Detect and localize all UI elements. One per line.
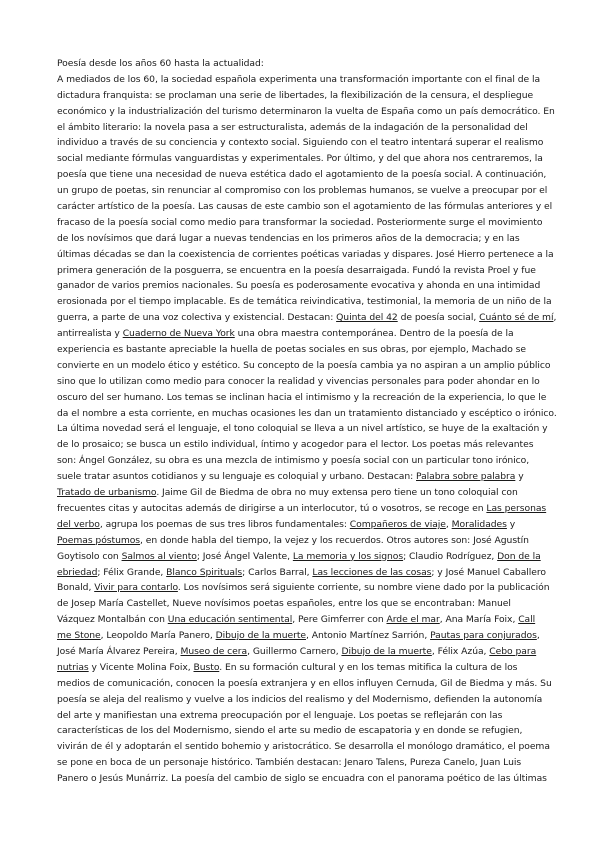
text-segment: . Los novísimos será siguiente corriente, su nombre viene dado por la publicación — [177, 582, 550, 594]
text-segment: medios de comunicación, conocen la poesía extranjera y en ellos influyen Cernuda, Gil de Biedma y más. Su — [57, 677, 552, 689]
text-line — [57, 151, 545, 167]
text-segment: José María Álvarez Pereira, — [57, 645, 181, 657]
text-segment: fracaso de la poesía social como medio para transformar la sociedad. Posteriormente surge el movimiento — [57, 216, 543, 228]
text-segment: vivirán de él y adoptarán el sentido bohemio y aristocrático. Se desarrolla el monólogo dramático, el poema — [57, 741, 550, 753]
underlined-title: Don de la — [497, 550, 541, 562]
text-line — [57, 644, 545, 660]
text-line — [57, 580, 550, 596]
text-line — [57, 549, 545, 565]
underlined-title: nutrias — [57, 661, 89, 673]
text-line — [57, 88, 545, 104]
text-line — [57, 167, 545, 183]
text-segment: sino que lo utilizan como medio para conocer la realidad y vivencias personales para poder ahondar en lo — [57, 375, 540, 387]
text-line — [57, 310, 557, 326]
underlined-title: Museo de cera — [180, 645, 248, 657]
text-segment: económico y la industrialización del turismo determinaron la vuelta de España como un país democrático. En — [57, 105, 555, 117]
text-segment: erosionada por el tiempo implacable. Es de temática reivindicativa, testimonial, la memoria de un niño de la — [57, 296, 552, 308]
text-line — [57, 231, 545, 247]
text-segment: , en donde habla del tiempo, la vejez y los recuerdos. Otros autores son: José Agustín — [140, 534, 529, 546]
text-line — [57, 755, 545, 771]
text-segment: y — [515, 471, 524, 483]
text-segment: Poesía desde los años 60 hasta la actualidad: — [57, 58, 264, 69]
underlined-title: Quinta del 42 — [336, 312, 398, 324]
underlined-title: Las personas — [486, 502, 547, 514]
text-line — [57, 517, 545, 533]
text-segment: de lo prosaico; se busca un estilo individual, íntimo y acogedor para el lector. Los poetas más relevantes — [57, 439, 534, 451]
underlined-title: Cuaderno de Nueva York — [122, 328, 235, 340]
text-line — [57, 723, 545, 739]
text-line — [57, 708, 545, 724]
text-segment: y Vicente Molina Foix, — [88, 661, 194, 673]
text-line — [57, 342, 545, 358]
text-line — [57, 485, 545, 501]
text-segment: de poesía social, — [397, 312, 480, 324]
text-line — [57, 215, 545, 231]
text-segment: , Pere Gimferrer con — [292, 614, 387, 626]
text-segment: experiencia es bastante apreciable la huella de poetas sociales en sus obras, por ejemplo, Machado se — [57, 344, 526, 356]
text-segment: , Guillermo Carnero, — [247, 645, 342, 657]
underlined-title: Pautas para conjurados — [430, 630, 537, 642]
text-segment: ; José Ángel Valente, — [196, 550, 293, 562]
text-segment: características de los del Modernismo, siendo el arte su medio de escapatoria y en donde se refugien, — [57, 725, 523, 737]
text-line — [57, 660, 545, 676]
text-line — [57, 183, 548, 199]
text-line — [57, 739, 550, 755]
underlined-title: Tratado de urbanismo — [57, 487, 157, 499]
text-line — [57, 278, 545, 294]
text-line — [57, 771, 545, 787]
text-line — [57, 374, 545, 390]
text-segment: dictadura franquista: se proclaman una serie de libertades, la flexibilización de la censura, el despliegue — [57, 89, 534, 101]
text-segment: Panero o Jesús Munárriz. La poesía del cambio de siglo se encuadra con el panorama poético de las últimas — [57, 773, 547, 785]
text-segment: , Antonio Martínez Sarrión, — [305, 630, 431, 642]
text-segment: ; Claudio Rodríguez, — [403, 550, 498, 562]
text-line — [57, 533, 545, 549]
text-segment: del arte y manifiestan una extrema preocupación por el lenguaje. Los poetas se reflejarán con las — [57, 709, 503, 721]
text-line — [57, 406, 557, 422]
text-segment: convierte en un modelo ético y estético. Su concepto de la poesía cambia ya no aspiran a un amplio público — [57, 359, 551, 371]
underlined-title: Moralidades — [451, 518, 507, 530]
text-segment: , agrupa los poemas de sus tres libros fundamentales: — [99, 518, 350, 530]
text-line — [57, 501, 545, 517]
underlined-title: La memoria y los signos — [292, 550, 404, 562]
underlined-title: Dibujo de la muerte — [215, 630, 306, 642]
text-segment: ; y José Manuel Caballero — [431, 566, 546, 578]
document-body — [57, 56, 557, 787]
text-segment: oscuro del ser humano. Los temas se inclinan hacia el intimismo y la recreación de la experiencia, lo que le — [57, 391, 547, 403]
text-segment: el ámbito literario: la novela pasa a ser estructuralista, además de la indagación de la personalidad del — [57, 121, 528, 133]
text-segment: carácter artístico de la poesía. Las causas de este cambio son el agotamiento de las fórmulas anteriores y el — [57, 201, 553, 213]
underlined-title: Call — [518, 614, 536, 626]
text-segment: poesía se aleja del realismo y vuelve a los indicios del realismo y del Modernismo, defienden la autonomía — [57, 693, 543, 705]
underlined-title: Dibujo de la muerte — [341, 645, 432, 657]
text-segment: de Josep María Castellet, Nueve novísimos poetas españoles, entre los que se encontraban: Manuel — [57, 598, 511, 610]
text-line — [57, 565, 545, 581]
text-line — [57, 56, 545, 72]
text-segment: suele tratar asuntos cotidianos y su lenguaje es coloquial y urbano. Destacan: — [57, 471, 417, 483]
text-segment: Vázquez Montalbán con — [57, 614, 168, 626]
text-segment: . En su formación cultural y en los temas mitifica la cultura de los — [219, 661, 518, 673]
text-segment: ; Carlos Barral, — [242, 566, 313, 578]
text-segment: y — [506, 518, 516, 530]
underlined-title: Las lecciones de las cosas — [312, 566, 432, 578]
underlined-title: Cebo para — [489, 645, 537, 657]
underlined-title: ebriedad — [57, 566, 98, 578]
text-segment: . Jaime Gil de Biedma de obra no muy extensa pero tiene un tono coloquial con — [156, 487, 518, 499]
underlined-title: Compañeros de viaje — [349, 518, 446, 530]
text-segment: primera generación de la posguerra, se encuentra en la poesía desarraigada. Fundó la revista Proel y fue — [57, 264, 536, 276]
text-line — [57, 596, 545, 612]
text-line — [57, 390, 545, 406]
text-line — [57, 692, 545, 708]
text-segment: se pone en boca de un personaje histórico. También destacan: Jenaro Talens, Pureza Canelo, Juan Luis — [57, 757, 522, 769]
text-segment: , — [553, 312, 557, 324]
text-segment: social mediante fórmulas vanguardistas y experimentales. Por último, y del que ahora nos centraremos, la — [57, 153, 543, 165]
text-segment: frecuentes citas y autocitas además de dirigirse a un interlocutor, tú o vosotros, se recoge en — [57, 502, 487, 514]
text-segment: , Ana María Foix, — [439, 614, 519, 626]
text-segment: últimas décadas se dan la coexistencia de corrientes poéticas variadas y dispares. José Hierro pertenece a la — [57, 248, 554, 260]
text-line — [57, 676, 552, 692]
underlined-title: Poemas póstumos — [57, 534, 141, 546]
text-line — [57, 247, 554, 263]
text-segment: , Leopoldo María Panero, — [100, 630, 216, 642]
text-segment: poesía que tiene una necesidad de nueva estética dado el agotamiento de la poesía social. A continuación, — [57, 169, 547, 181]
underlined-title: Arde el mar — [386, 614, 440, 626]
text-line — [57, 120, 545, 136]
text-line — [57, 437, 545, 453]
text-segment: , Félix Azúa, — [431, 645, 490, 657]
text-segment: da el nombre a esta corriente, en muchas ocasiones les dan un tratamiento distanciado y escéptico o irónico. — [57, 407, 557, 419]
underlined-title: Salmos al viento — [121, 550, 197, 562]
text-segment: A mediados de los 60, la sociedad española experimenta una transformación importante con el final de la — [57, 73, 541, 85]
text-line — [57, 294, 552, 310]
text-line — [57, 326, 545, 342]
text-segment: son: Ángel González, su obra es una mezcla de intimismo y poesía social con un particular tono irónico, — [57, 455, 530, 467]
text-line — [57, 104, 555, 120]
text-line — [57, 199, 553, 215]
text-segment: antirrealista y — [57, 328, 123, 340]
text-segment: ganador de varios premios nacionales. Su poesía es poderosamente evocativa y ahonda en una intimidad — [57, 280, 541, 292]
text-line — [57, 135, 545, 151]
text-segment: guerra, a parte de una voz colectiva y existencial. Destacan: — [57, 312, 337, 324]
text-line — [57, 628, 545, 644]
text-line — [57, 421, 548, 437]
underlined-title: Cuánto sé de mí — [479, 312, 554, 324]
text-segment: un grupo de poetas, sin renunciar al compromiso con los problemas humanos, se vuelve a preocupar por el — [57, 185, 548, 197]
text-line — [57, 358, 551, 374]
text-segment: individuo a través de su conciencia y contexto social. Siguiendo con el teatro intentará superar el realismo — [57, 137, 544, 149]
underlined-title: del verbo — [57, 518, 100, 530]
text-segment: La última novedad será el lenguaje, el tono coloquial se lleva a un nivel artístico, se huye de la exaltación y — [57, 423, 548, 435]
underlined-title: Palabra sobre palabra — [416, 471, 516, 483]
text-line — [57, 72, 545, 88]
underlined-title: Una educación sentimental — [167, 614, 293, 626]
underlined-title: Blanco Spirituals — [166, 566, 243, 578]
underlined-title: Busto — [193, 661, 220, 673]
text-segment: , — [536, 630, 540, 642]
underlined-title: Vivir para contarlo — [94, 582, 178, 594]
text-segment: Goytisolo con — [57, 550, 122, 562]
text-segment: ; Félix Grande, — [97, 566, 167, 578]
text-segment: de los novísimos que dará lugar a nuevas tendencias en los primeros años de la democracia; y en las — [57, 232, 520, 244]
underlined-title: me Stone — [57, 630, 101, 642]
text-line — [57, 469, 545, 485]
text-segment: , — [445, 518, 452, 530]
text-segment: Bonald, — [57, 582, 95, 594]
text-line — [57, 453, 545, 469]
text-line — [57, 263, 545, 279]
text-line — [57, 612, 545, 628]
text-segment: una obra maestra contemporánea. Dentro de la poesía de la — [234, 328, 514, 340]
